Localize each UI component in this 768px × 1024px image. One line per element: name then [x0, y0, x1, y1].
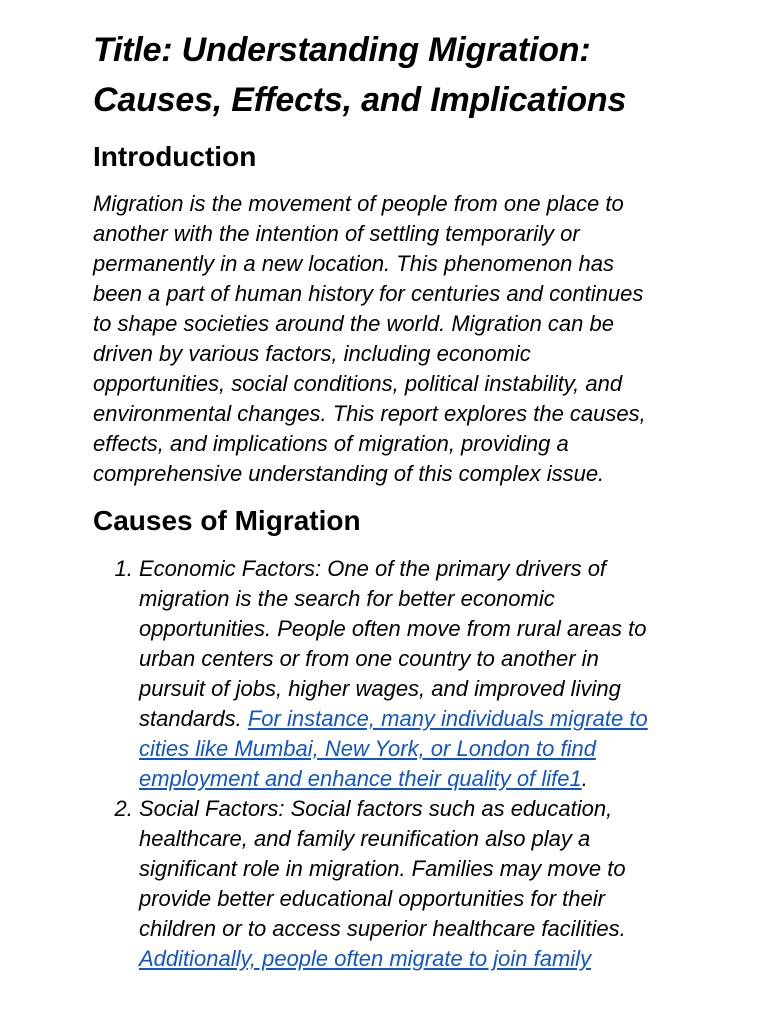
- document-title: Title: Understanding Migration: Causes, Effects, and Implications: [93, 31, 627, 119]
- list-item-economic-factors: [139, 554, 665, 794]
- list-item-trailing-punctuation: .: [581, 766, 588, 791]
- causes-list: [93, 554, 665, 974]
- list-item-social-factors: [139, 794, 665, 974]
- introduction-heading: Introduction: [93, 141, 257, 172]
- list-item-text: Social Factors: Social factors such as education, healthcare, and family reunification also play a significant role in migration. Families may move to provide better educational opportunities for their children or to access superior healthcare facilities.: [139, 796, 626, 941]
- list-item-text: Economic Factors: One of the primary drivers of migration is the search for better economic opportunities. People often move from rural areas to urban centers or from one country to another in pursuit of jobs, higher wages, and improved living standards.: [139, 556, 647, 731]
- causes-heading: Causes of Migration: [93, 505, 361, 536]
- introduction-paragraph: Migration is the movement of people from one place to another with the intention of settling temporarily or permanently in a new location. This phenomenon has been a part of human history for centuries and continues to shape societies around the world. Migration can be driven by various factors, including economic opportunities, social conditions, political instability, and environmental changes. This report explores the causes, effects, and implications of migration, providing a comprehensive understanding of this complex issue.: [93, 191, 646, 486]
- document-content: [93, 25, 665, 974]
- reference-link[interactable]: Additionally, people often migrate to join family: [139, 946, 592, 971]
- reference-link[interactable]: For instance, many individuals migrate to cities like Mumbai, New York, or London to find employment and enhance their quality of life1: [139, 706, 648, 791]
